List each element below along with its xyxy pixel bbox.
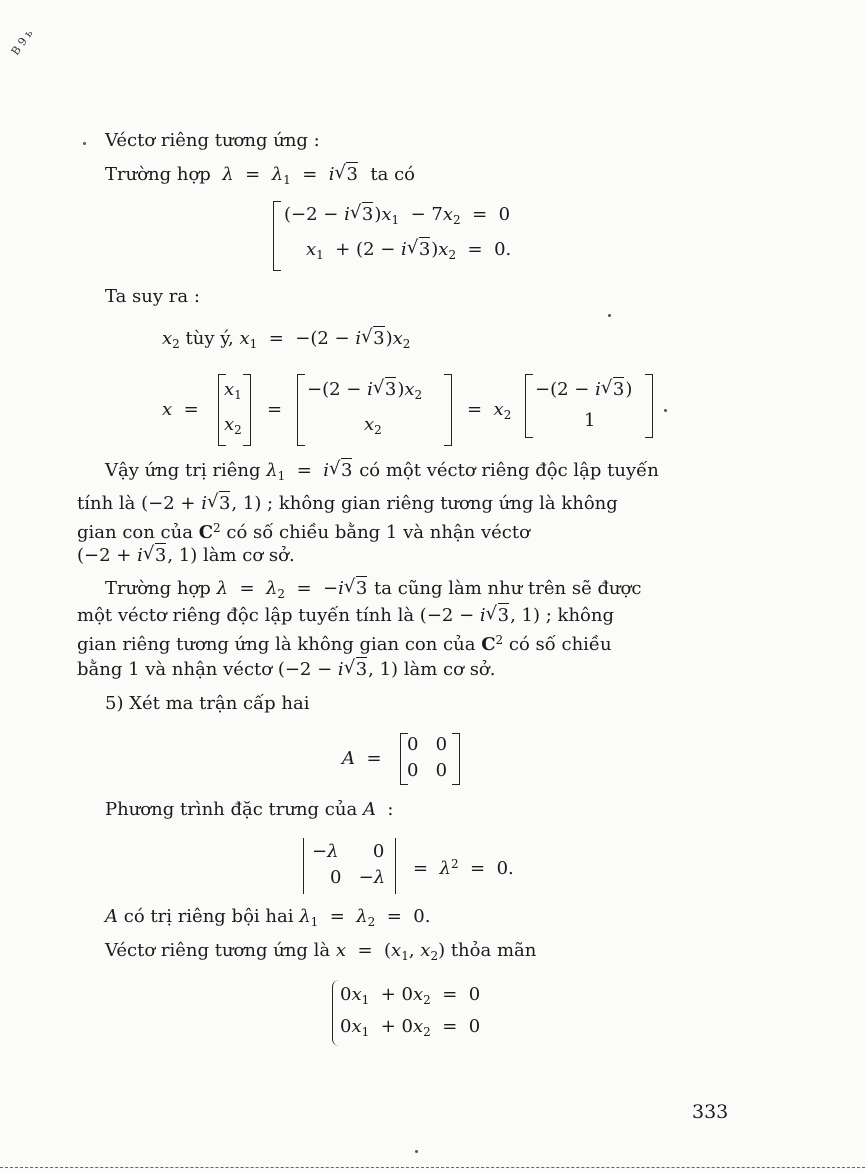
corner-mark: В 9 ь [8,27,36,58]
text-line: A có trị riêng bội hai $\lambda_1 = \lambda_2 = 0$. [105,906,431,929]
text-line: tính là (−2 + i √ 3, 1) ; không gian riêng tương ứng là không [77,491,618,514]
text-line: gian con của $C^2$ có số chiều bằng 1 và nhận véctơ [77,521,530,543]
speck [608,314,611,317]
det-bar [395,838,396,894]
text-line: 5) Xét ma trận cấp hai [105,693,310,714]
bracket [645,374,653,438]
matrix-entry: $x_1$ [224,379,242,402]
bottom-rule [0,1167,865,1168]
text-line: Véctơ riêng tương ứng : [105,130,320,151]
speck [83,142,86,145]
text-line: Phương trình đặc trưng của A : [105,799,394,820]
det-bar [303,838,304,894]
matrix-entry: 1 [584,410,596,431]
text-line: gian riêng tương ứng là không gian con của $C^2$ có số chiều [77,633,612,655]
brace [273,201,281,271]
text-line: Trường hợp $\lambda = \lambda_1 = i$ √ 3 ta có [105,162,415,187]
bracket [525,374,533,438]
text-line: bằng 1 và nhận véctơ (−2 − i √ 3, 1) làm cơ sở. [77,657,496,680]
matrix-entry: −(2 − i √ 3) [535,377,633,400]
text-line: (−2 + i √ 3, 1) làm cơ sở. [77,543,295,566]
matrix-entry: −λ 0 [312,841,385,862]
matrix-entry: $x_2$ [364,414,382,437]
bracket [452,733,460,785]
equation: = $\lambda^2 = 0$. [413,857,514,879]
matrix-entry: −(2 − i √ $3)x_2$ [307,377,423,402]
speck [664,409,667,412]
text-line: Trường hợp $\lambda = \lambda_2 = -i$ √ 3 ta cũng làm như trên sẽ được [105,576,642,601]
equation: $x_1 + (2 - i$ √ $3)x_2 = 0$. [306,237,512,262]
bracket [297,374,305,446]
equation: = $x_2$ [467,399,512,422]
equation: x = [162,399,199,420]
matrix-entry: 0 0 [407,760,448,781]
equation: $x_2$ tùy ý, $x_1 = -(2 - i$ √ $3)x_2$ [162,326,411,351]
equation: A = [342,748,382,769]
matrix-entry: 0 −λ [330,867,386,888]
speck [415,1150,418,1153]
text-line: Véctơ riêng tương ứng là $x = (x_1$, $x_2$) thỏa mãn [105,940,537,963]
bracket [243,374,251,446]
text-line: Ta suy ra : [105,286,200,307]
matrix-entry: 0 0 [407,734,448,755]
text-line: một véctơ riêng độc lập tuyến tính là (−2 − i √ 3, 1) ; không [77,603,614,626]
equation: = [267,399,283,420]
text-line: Vậy ứng trị riêng $\lambda_1 = i$ √ 3 có một véctơ riêng độc lập tuyến [105,458,659,483]
equation: (−2 − i √ $3)x_1 - 7x_2 = 0$ [284,202,511,227]
equation: $0x_1 + 0x_2 = 0$ [340,1016,481,1039]
page-number: 333 [692,1101,729,1123]
brace [332,980,339,1046]
equation: $0x_1 + 0x_2 = 0$ [340,984,481,1007]
bracket [444,374,452,446]
matrix-entry: $x_2$ [224,414,242,437]
